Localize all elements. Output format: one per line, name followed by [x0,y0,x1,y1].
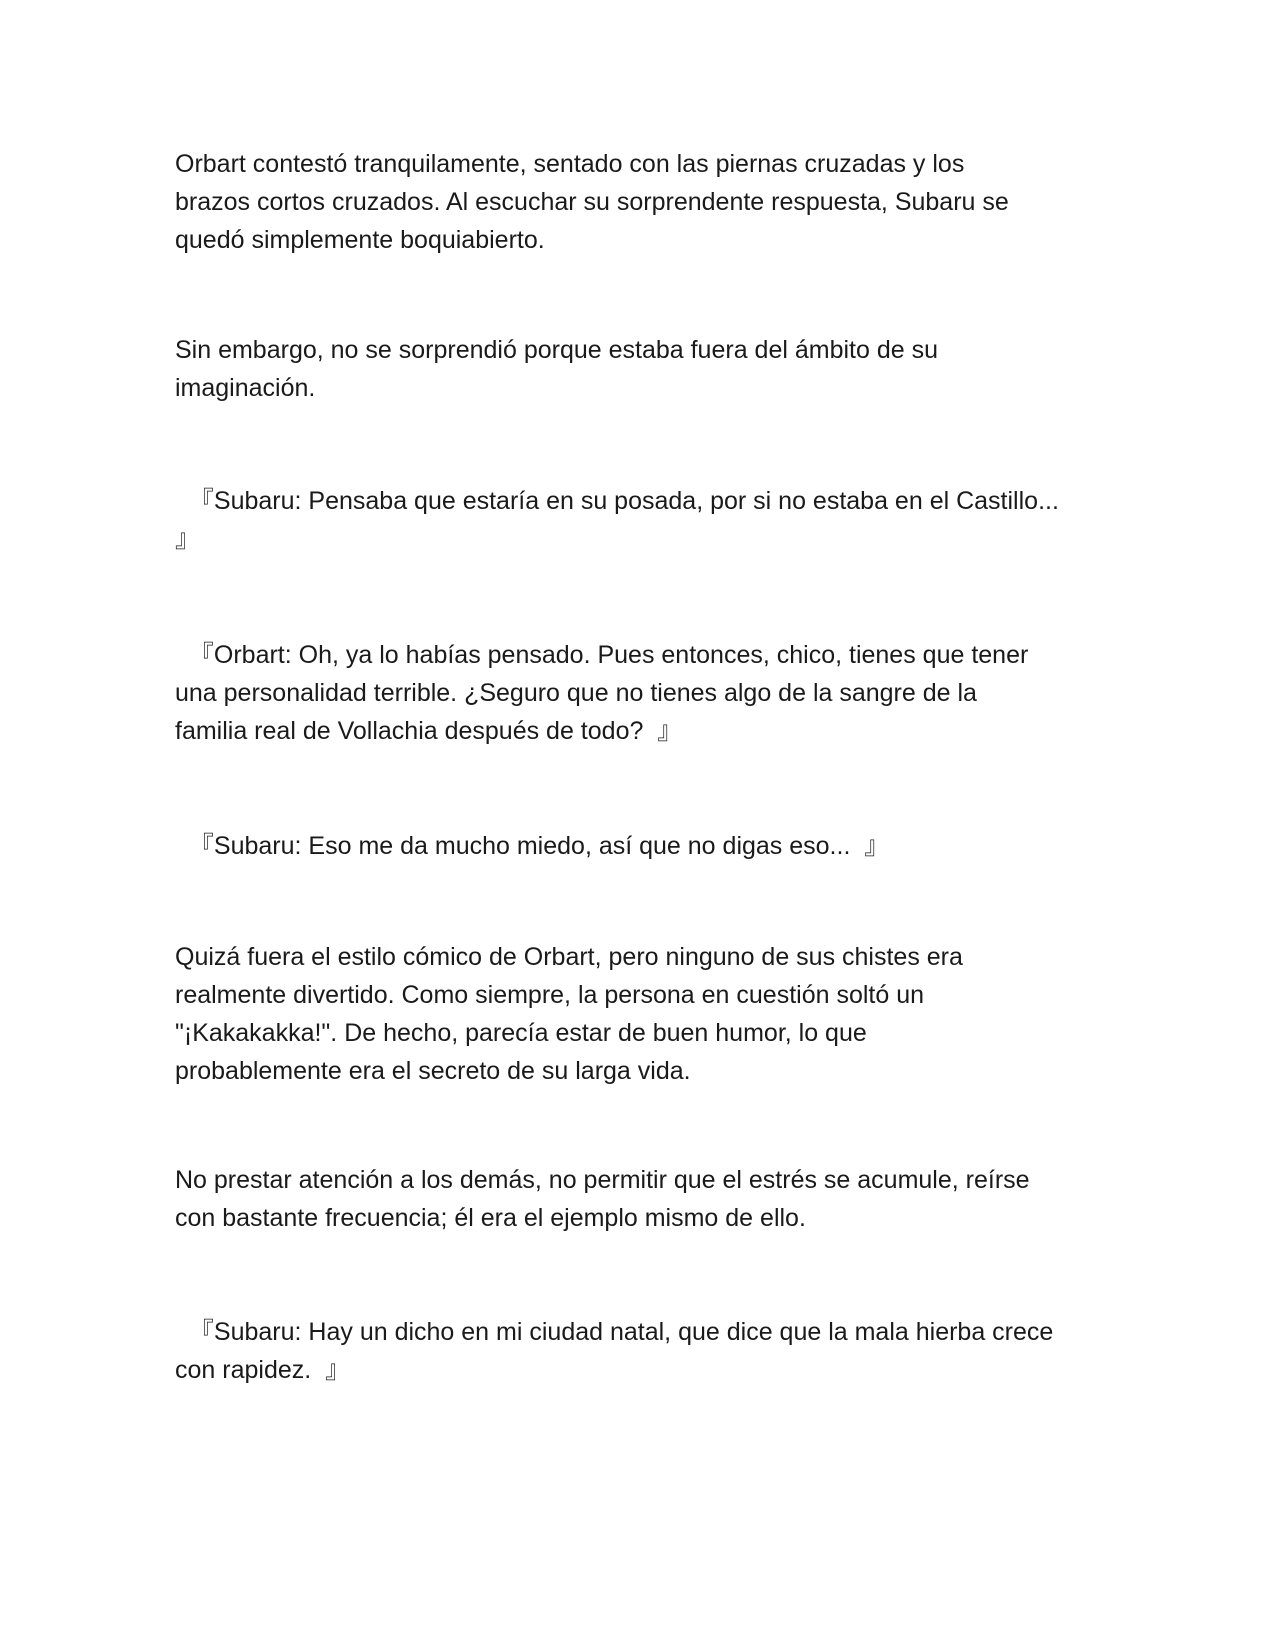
text-line: 『Subaru: Eso me da mucho miedo, así que no digas eso... 』 [175,832,890,860]
text-line: Orbart contestó tranquilamente, sentado con las piernas cruzadas y los [175,150,965,178]
narration-paragraph [175,331,1095,407]
text-line: Sin embargo, no se sorprendió porque estaba fuera del ámbito de su [175,336,938,364]
text-line: una personalidad terrible. ¿Seguro que no tienes algo de la sangre de la [175,679,977,707]
text-line: 『Subaru: Pensaba que estaría en su posada, por si no estaba en el Castillo... [175,487,1059,515]
text-line: con rapidez. 』 [175,1356,351,1384]
dialogue-paragraph [175,827,1095,865]
text-line: 『Orbart: Oh, ya lo habías pensado. Pues entonces, chico, tienes que tener [175,641,1029,669]
text-line: 』 [175,525,201,553]
dialogue-paragraph [175,636,1095,750]
text-line: realmente divertido. Como siempre, la persona en cuestión soltó un [175,981,925,1009]
text-line: familia real de Vollachia después de todo? 』 [175,717,683,745]
text-line: imaginación. [175,374,316,402]
narration-paragraph [175,1161,1095,1237]
text-line: con bastante frecuencia; él era el ejemplo mismo de ello. [175,1204,806,1232]
text-line: No prestar atención a los demás, no permitir que el estrés se acumule, reírse [175,1166,1030,1194]
text-line: quedó simplemente boquiabierto. [175,226,545,254]
text-line: "¡Kakakakka!". De hecho, parecía estar de buen humor, lo que [175,1019,867,1047]
text-line: 『Subaru: Hay un dicho en mi ciudad natal, que dice que la mala hierba crece [175,1318,1054,1346]
text-line: Quizá fuera el estilo cómico de Orbart, pero ninguno de sus chistes era [175,943,963,971]
narration-paragraph [175,145,1095,259]
text-line: brazos cortos cruzados. Al escuchar su sorprendente respuesta, Subaru se [175,188,1009,216]
dialogue-paragraph [175,482,1095,558]
narration-paragraph [175,938,1095,1090]
text-line: probablemente era el secreto de su larga vida. [175,1057,691,1085]
dialogue-paragraph [175,1313,1095,1389]
